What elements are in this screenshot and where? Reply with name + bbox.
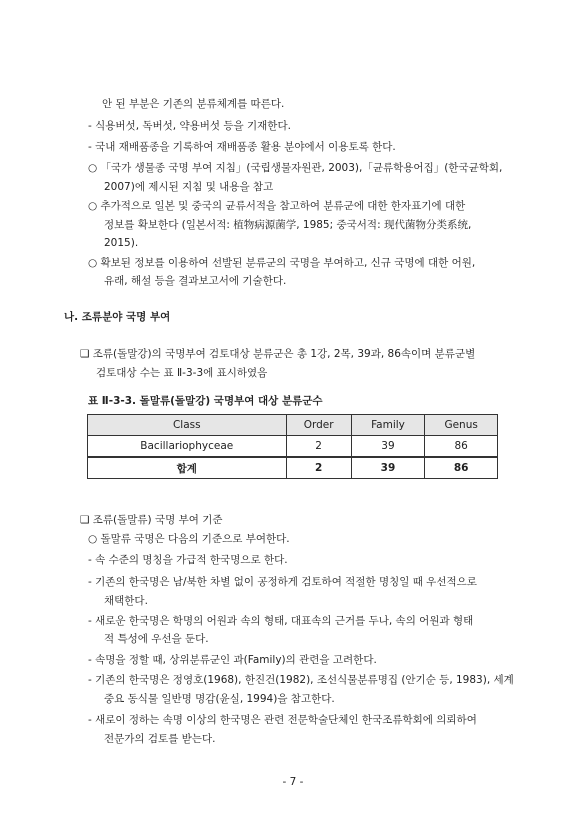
table-total-row xyxy=(88,457,498,479)
table-cell: 39 xyxy=(351,436,425,458)
text-line: ○ 확보된 정보를 이용하여 선발된 분류군의 국명을 부여하고, 신규 국명에 대한 어원, xyxy=(88,257,476,269)
header-cell: Class xyxy=(88,415,287,436)
text-line: ○ 추가적으로 일본 및 중국의 균류서적을 참고하여 분류군에 대한 한자표기에 대한 xyxy=(88,200,466,212)
table-cell: 2 xyxy=(286,457,351,479)
criteria-heading: ❑ 조류(돌말류) 국명 부여 기준 xyxy=(80,514,223,526)
table-row xyxy=(88,436,498,458)
table-cell: 39 xyxy=(351,457,425,479)
criteria-line: 적 특성에 우선을 둔다. xyxy=(104,633,209,645)
table-cell: 2 xyxy=(286,436,351,458)
header-cell: Genus xyxy=(425,415,498,436)
criteria-line: - 새로이 정하는 속명 이상의 한국명은 관련 전문학술단체인 한국조류학회에 의뢰하여 xyxy=(88,714,477,726)
intro-line: 검토대상 수는 표 Ⅱ-3-3에 표시하였음 xyxy=(96,367,268,379)
criteria-line: 전문가의 검토를 받는다. xyxy=(104,733,216,745)
table-cell: 86 xyxy=(425,457,498,479)
criteria-line: - 새로운 한국명은 학명의 어원과 속의 형태, 대표속의 근거를 두나, 속의 어원과 형태 xyxy=(88,615,474,627)
text-line: 2015). xyxy=(104,237,139,249)
criteria-line: - 기존의 한국명은 남/북한 차별 없이 공정하게 검토하여 적절한 명칭일 때 우선적으로 xyxy=(88,576,477,588)
text-line: 2007)에 제시된 지침 및 내용을 참고 xyxy=(104,181,274,193)
criteria-line: 채택한다. xyxy=(104,595,148,607)
table-cell: Bacillariophyceae xyxy=(88,436,287,458)
text-line: 안 된 부분은 기존의 분류체계를 따른다. xyxy=(102,98,285,110)
table-cell: 86 xyxy=(425,436,498,458)
intro-line: ❑ 조류(돌말강)의 국명부여 검토대상 분류군은 총 1강, 2목, 39과, 86속이며 분류군별 xyxy=(80,348,476,360)
table-header-row xyxy=(88,415,498,436)
criteria-line: 중요 동식물 일반명 명감(윤실, 1994)을 참고한다. xyxy=(104,693,335,705)
header-cell: Order xyxy=(286,415,351,436)
text-line: 유래, 해설 등을 결과보고서에 기술한다. xyxy=(104,275,287,287)
page-number: - 7 - xyxy=(282,776,304,788)
criteria-line: - 속명을 정할 때, 상위분류군인 과(Family)의 관련을 고려한다. xyxy=(88,654,377,666)
criteria-line: - 기존의 한국명은 정영호(1968), 한진건(1982), 조선식물분류명집 (안기순 등, 1983), 세계 xyxy=(88,674,514,686)
text-line: - 식용버섯, 독버섯, 약용버섯 등을 기재한다. xyxy=(88,120,291,132)
text-line: ○ 「국가 생물종 국명 부여 지침」(국립생물자원관, 2003),「균류학용어집」(한국균학회, xyxy=(88,162,503,174)
header-cell: Family xyxy=(351,415,425,436)
criteria-line: - 속 수준의 명칭을 가급적 한국명으로 한다. xyxy=(88,554,288,566)
text-line: - 국내 재배품종을 기록하여 재배품종 활용 분야에서 이용토록 한다. xyxy=(88,141,396,153)
text-line: 정보를 확보한다 (일본서적: 植物病源菌学, 1985; 중국서적: 现代菌物分类系统, xyxy=(104,219,472,231)
table-cell: 합계 xyxy=(88,457,287,479)
criteria-line: ○ 돌말류 국명은 다음의 기준으로 부여한다. xyxy=(88,533,290,545)
section-heading: 나. 조류분야 국명 부여 xyxy=(64,311,171,323)
taxa-count-table xyxy=(87,414,498,479)
table-caption: 표 Ⅱ-3-3. 돌말류(돌말강) 국명부여 대상 분류군수 xyxy=(88,395,323,407)
